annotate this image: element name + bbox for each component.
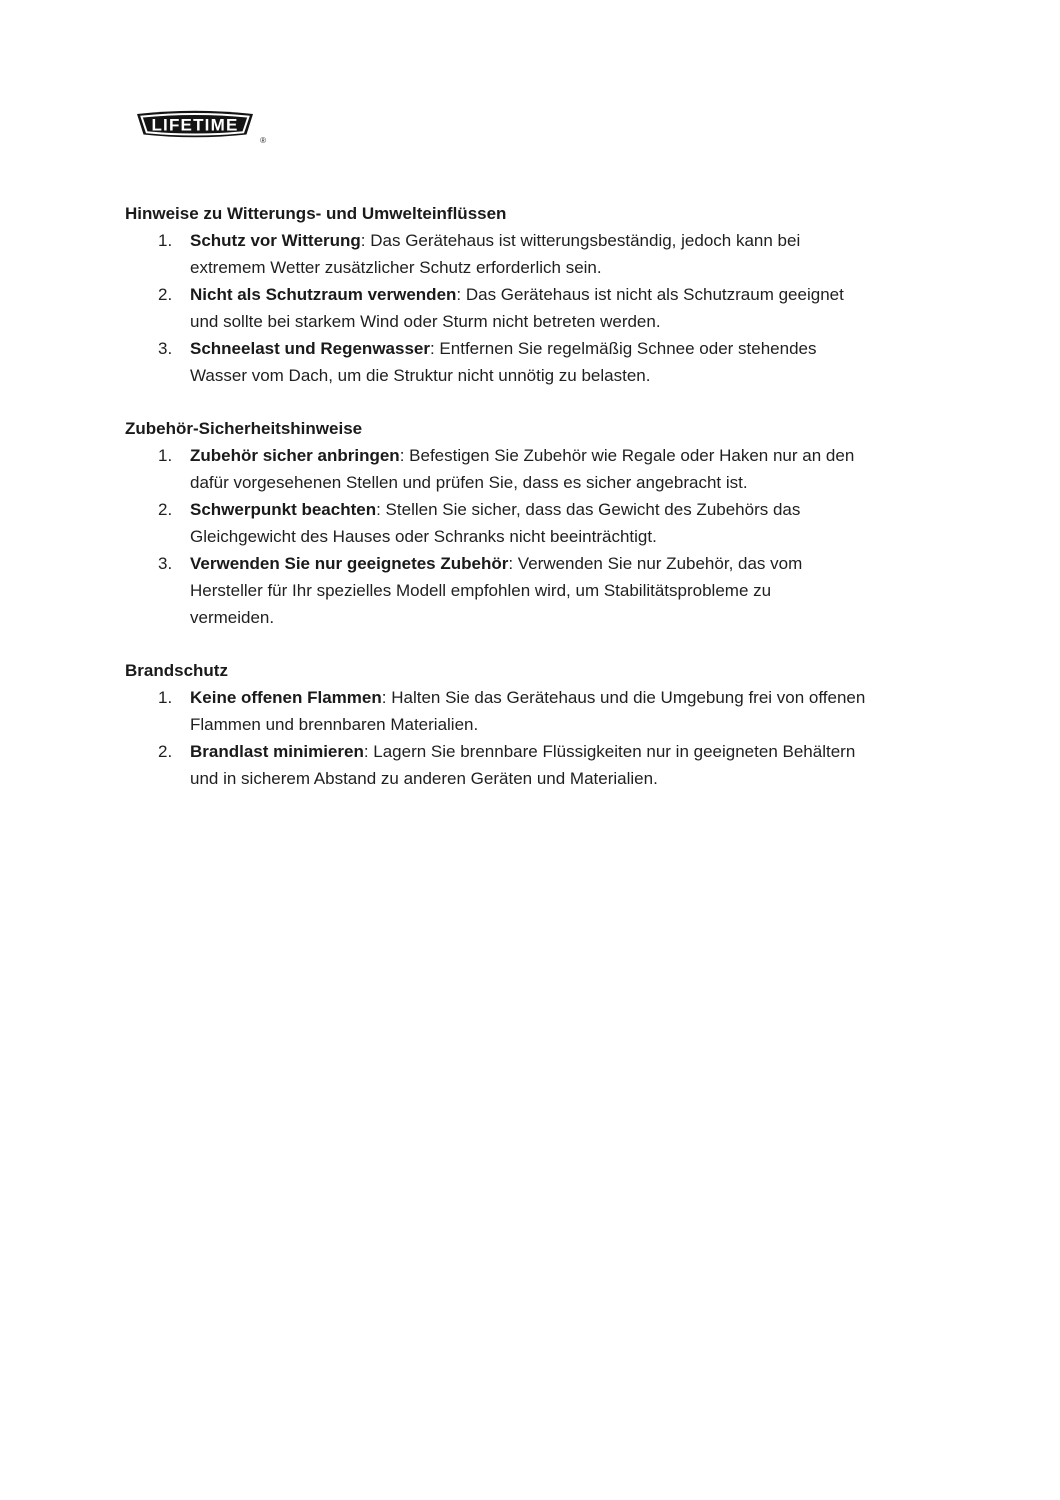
item-text: : Befestigen Sie Zubehör wie Regale oder Haken nur an den <box>399 446 855 465</box>
item-number: 1. <box>158 688 173 707</box>
section-heading: Brandschutz <box>125 661 228 680</box>
item-title: Nicht als Schutzraum verwenden <box>190 285 457 304</box>
numbered-list <box>125 442 975 631</box>
item-number: 3. <box>158 339 173 358</box>
item-text: vermeiden. <box>190 608 275 627</box>
item-text: : Stellen Sie sicher, dass das Gewicht des Zubehörs das <box>376 500 801 519</box>
item-title: Schwerpunkt beachten <box>190 500 377 519</box>
item-text: : Entfernen Sie regelmäßig Schnee oder stehendes <box>429 339 817 358</box>
item-text: : Halten Sie das Gerätehaus und die Umgebung frei von offenen <box>381 688 866 707</box>
numbered-list <box>125 227 975 389</box>
item-text: und sollte bei starkem Wind oder Sturm nicht betreten werden. <box>190 312 661 331</box>
item-number: 2. <box>158 285 173 304</box>
section-heading: Hinweise zu Witterungs- und Umwelteinflüssen <box>125 204 507 223</box>
item-title: Brandlast minimieren <box>190 742 364 761</box>
list-item <box>125 335 975 389</box>
registered-trademark-mark: ® <box>260 136 266 145</box>
item-text: extremem Wetter zusätzlicher Schutz erforderlich sein. <box>190 258 602 277</box>
list-item <box>125 281 975 335</box>
item-title: Zubehör sicher anbringen <box>190 446 400 465</box>
lifetime-logo <box>132 107 264 147</box>
item-number: 1. <box>158 446 173 465</box>
item-text: : Das Gerätehaus ist witterungsbeständig, jedoch kann bei <box>360 231 801 250</box>
lifetime-badge-icon <box>132 107 258 139</box>
item-text: Wasser vom Dach, um die Struktur nicht unnötig zu belasten. <box>190 366 651 385</box>
section-heading: Zubehör-Sicherheitshinweise <box>125 419 363 438</box>
item-title: Schutz vor Witterung <box>190 231 361 250</box>
item-number: 3. <box>158 554 173 573</box>
item-title: Verwenden Sie nur geeignetes Zubehör <box>190 554 509 573</box>
item-text: : Lagern Sie brennbare Flüssigkeiten nur in geeigneten Behältern <box>363 742 856 761</box>
item-text: Hersteller für Ihr spezielles Modell empfohlen wird, um Stabilitätsprobleme zu <box>190 581 772 600</box>
item-number: 1. <box>158 231 173 250</box>
section-brandschutz <box>125 657 975 792</box>
item-text: : Verwenden Sie nur Zubehör, das vom <box>508 554 803 573</box>
list-item <box>125 227 975 281</box>
section-zubehoer <box>125 415 975 631</box>
list-item <box>125 738 975 792</box>
section-witterung <box>125 200 975 389</box>
list-item <box>125 550 975 631</box>
list-item <box>125 496 975 550</box>
item-title: Keine offenen Flammen <box>190 688 382 707</box>
document-content <box>125 200 975 792</box>
item-text: und in sicherem Abstand zu anderen Geräten und Materialien. <box>190 769 658 788</box>
item-title: Schneelast und Regenwasser <box>190 339 430 358</box>
list-item <box>125 684 975 738</box>
item-number: 2. <box>158 742 173 761</box>
item-number: 2. <box>158 500 173 519</box>
item-text: dafür vorgesehenen Stellen und prüfen Sie, dass es sicher angebracht ist. <box>190 473 748 492</box>
item-text: Gleichgewicht des Hauses oder Schranks nicht beeinträchtigt. <box>190 527 657 546</box>
item-text: : Das Gerätehaus ist nicht als Schutzraum geeignet <box>456 285 844 304</box>
numbered-list <box>125 684 975 792</box>
logo-text: LIFETIME <box>151 115 239 135</box>
list-item <box>125 442 975 496</box>
item-text: Flammen und brennbaren Materialien. <box>190 715 479 734</box>
